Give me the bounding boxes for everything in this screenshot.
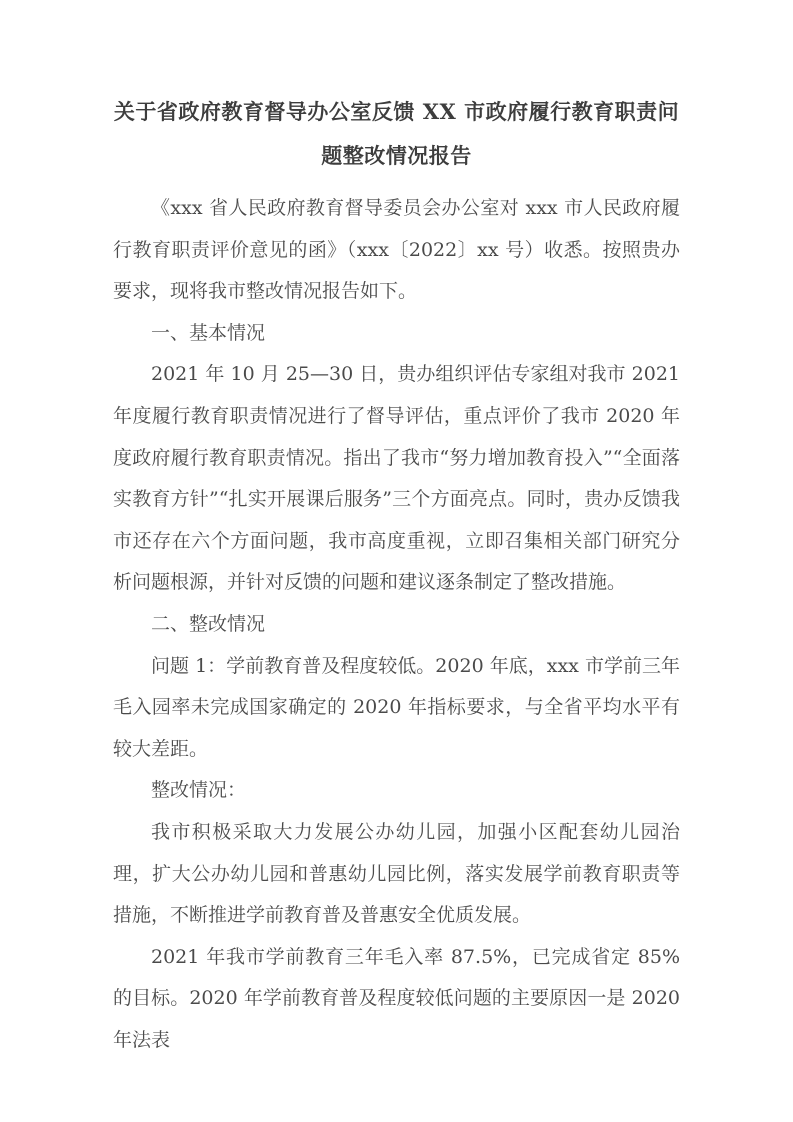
paragraph: 问题 1：学前教育普及程度较低。2020 年底，xxx 市学前三年毛入园率未完成国家确定的 2020 年指标要求，与全省平均水平有较大差距。: [113, 654, 680, 760]
paragraph: 2021 年 10 月 25—30 日，贵办组织评估专家组对我市 2021 年度履行教育职责情况进行了督导评估，重点评价了我市 2020 年度政府履行教育职责情况。指出了我市“努力增加教育投入”“全面落实教育方针”“扎实开展课后服务”三个方面亮点。同时，贵办反馈我市还存在六个方面问题，我市高度重视，立即召集相关部门研究分析问题根源，并针对反馈的问题和建议逐条制定了整改措施。: [113, 363, 680, 594]
paragraph: 《xxx 省人民政府教育督导委员会办公室对 xxx 市人民政府履行教育职责评价意见的函》（xxx〔2022〕xx 号）收悉。按照贵办要求，现将我市整改情况报告如下。: [113, 197, 680, 303]
document-title: 关于省政府教育督导办公室反馈 XX 市政府履行教育职责问题整改情况报告: [113, 99, 680, 168]
document-body: [113, 188, 680, 1061]
paragraph: 整改情况：: [151, 779, 247, 802]
paragraph: 一、基本情况: [151, 321, 266, 344]
paragraph: 我市积极采取大力发展公办幼儿园，加强小区配套幼儿园治理，扩大公办幼儿园和普惠幼儿园比例，落实发展学前教育职责等措施，不断推进学前教育普及普惠安全优质发展。: [113, 820, 680, 927]
paragraph: 二、整改情况: [151, 612, 266, 635]
paragraph: 2021 年我市学前教育三年毛入率 87.5%，已完成省定 85%的目标。2020 年学前教育普及程度较低问题的主要原因一是 2020 年法表: [113, 945, 680, 1051]
